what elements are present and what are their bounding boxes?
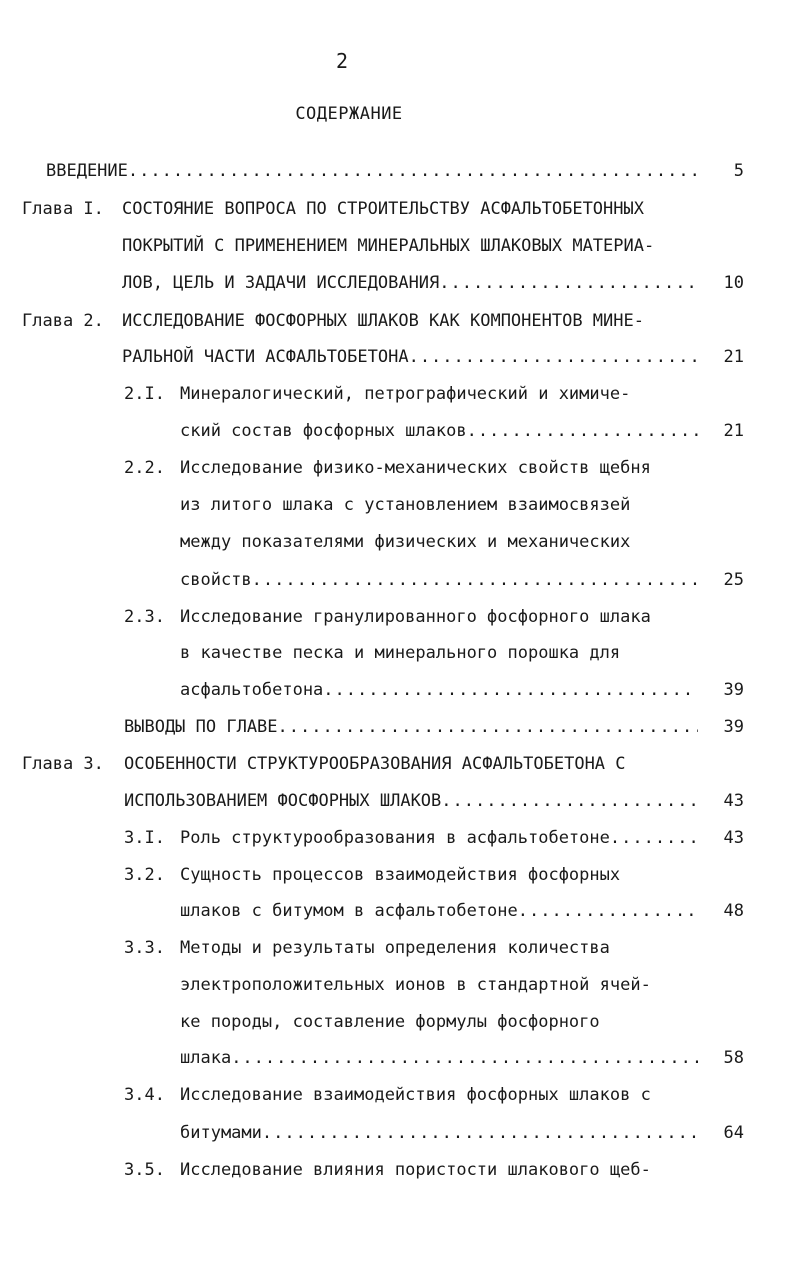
section-line: Исследование влияния пористости шлакового щеб-: [180, 1160, 651, 1180]
chapter-2-label: Глава 2.: [22, 311, 104, 331]
chapter-1-last-line: ЛОВ, ЦЕЛЬ И ЗАДАЧИ ИССЛЕДОВАНИЯ .....: [122, 270, 698, 296]
section-number: 2.I.: [124, 384, 165, 404]
section-line: ке породы, составление формулы фосфорного: [180, 1012, 600, 1032]
section-line: электроположительных ионов в стандартной ячей-: [180, 975, 651, 995]
section-page: 39: [723, 680, 744, 700]
section-last-line: ский состав фосфорных шлаков .....: [180, 418, 698, 444]
section-line: из литого шлака с установлением взаимосвязей: [180, 495, 631, 515]
chapter-2-line: ИССЛЕДОВАНИЕ ФОСФОРНЫХ ШЛАКОВ КАК КОМПОНЕНТОВ МИНЕ-: [122, 311, 644, 331]
section-page: 64: [723, 1123, 744, 1143]
section-page: 21: [723, 421, 744, 441]
section-line: Методы и результаты определения количества: [180, 938, 610, 958]
entry-text: ВВЕДЕНИЕ: [46, 161, 128, 181]
section-line: в качестве песка и минерального порошка для: [180, 643, 621, 663]
chapter-2-last-line: РАЛЬНОЙ ЧАСТИ АСФАЛЬТОБЕТОНА .....: [122, 344, 698, 370]
chapter-2-page: 21: [723, 347, 744, 367]
section-last-line: шлаков с битумом в асфальтобетоне .....: [180, 898, 698, 924]
chapter-1-page: 10: [723, 273, 744, 293]
section-page: 48: [723, 901, 744, 921]
chapter-3-page: 43: [723, 791, 744, 811]
section-number: 3.3.: [124, 938, 165, 958]
section-number: 3.2.: [124, 865, 165, 885]
section-last-line: свойств .....: [180, 567, 698, 593]
chapter-1-label: Глава I.: [22, 199, 104, 219]
section-line: между показателями физических и механических: [180, 532, 631, 552]
section-last-line: шлака .....: [180, 1045, 698, 1071]
chapter-conclusions: ВЫВОДЫ ПО ГЛАВЕ .....: [124, 714, 698, 740]
section-number: 3.4.: [124, 1085, 165, 1105]
toc-title: СОДЕРЖАНИЕ: [295, 104, 403, 124]
section-last-line: асфальтобетона .....: [180, 677, 698, 703]
section-line: Исследование физико-механических свойств щебня: [180, 458, 651, 478]
section-line: Сущность процессов взаимодействия фосфорных: [180, 865, 621, 885]
chapter-3-line: ОСОБЕННОСТИ СТРУКТУРООБРАЗОВАНИЯ АСФАЛЬТОБЕТОНА С: [124, 754, 626, 774]
section-number: 3.I.: [124, 828, 165, 848]
chapter-3-last-line: ИСПОЛЬЗОВАНИЕМ ФОСФОРНЫХ ШЛАКОВ .....: [124, 788, 698, 814]
section-page: 43: [723, 828, 744, 848]
section-page: 58: [723, 1048, 744, 1068]
section-page: 25: [723, 570, 744, 590]
chapter-3-label: Глава 3.: [22, 754, 104, 774]
section-line: Исследование гранулированного фосфорного шлака: [180, 607, 651, 627]
section-number: 2.3.: [124, 607, 165, 627]
chapter-1-line: ПОКРЫТИЙ С ПРИМЕНЕНИЕМ МИНЕРАЛЬНЫХ ШЛАКОВЫХ МАТЕРИА-: [122, 236, 655, 256]
section-line: Исследование взаимодействия фосфорных шлаков с: [180, 1085, 651, 1105]
section-last-line: Роль структурообразования в асфальтобетоне .....: [180, 825, 698, 851]
conclusions-page: 39: [723, 717, 744, 737]
entry-page: 5: [733, 161, 744, 181]
chapter-1-line: СОСТОЯНИЕ ВОПРОСА ПО СТРОИТЕЛЬСТВУ АСФАЛЬТОБЕТОННЫХ: [122, 199, 644, 219]
section-number: 2.2.: [124, 458, 165, 478]
toc-entry-introduction: [46, 158, 698, 184]
page-number: 2: [335, 49, 349, 73]
section-number: 3.5.: [124, 1160, 165, 1180]
section-line: Минералогический, петрографический и химиче-: [180, 384, 631, 404]
section-last-line: битумами .....: [180, 1120, 698, 1146]
